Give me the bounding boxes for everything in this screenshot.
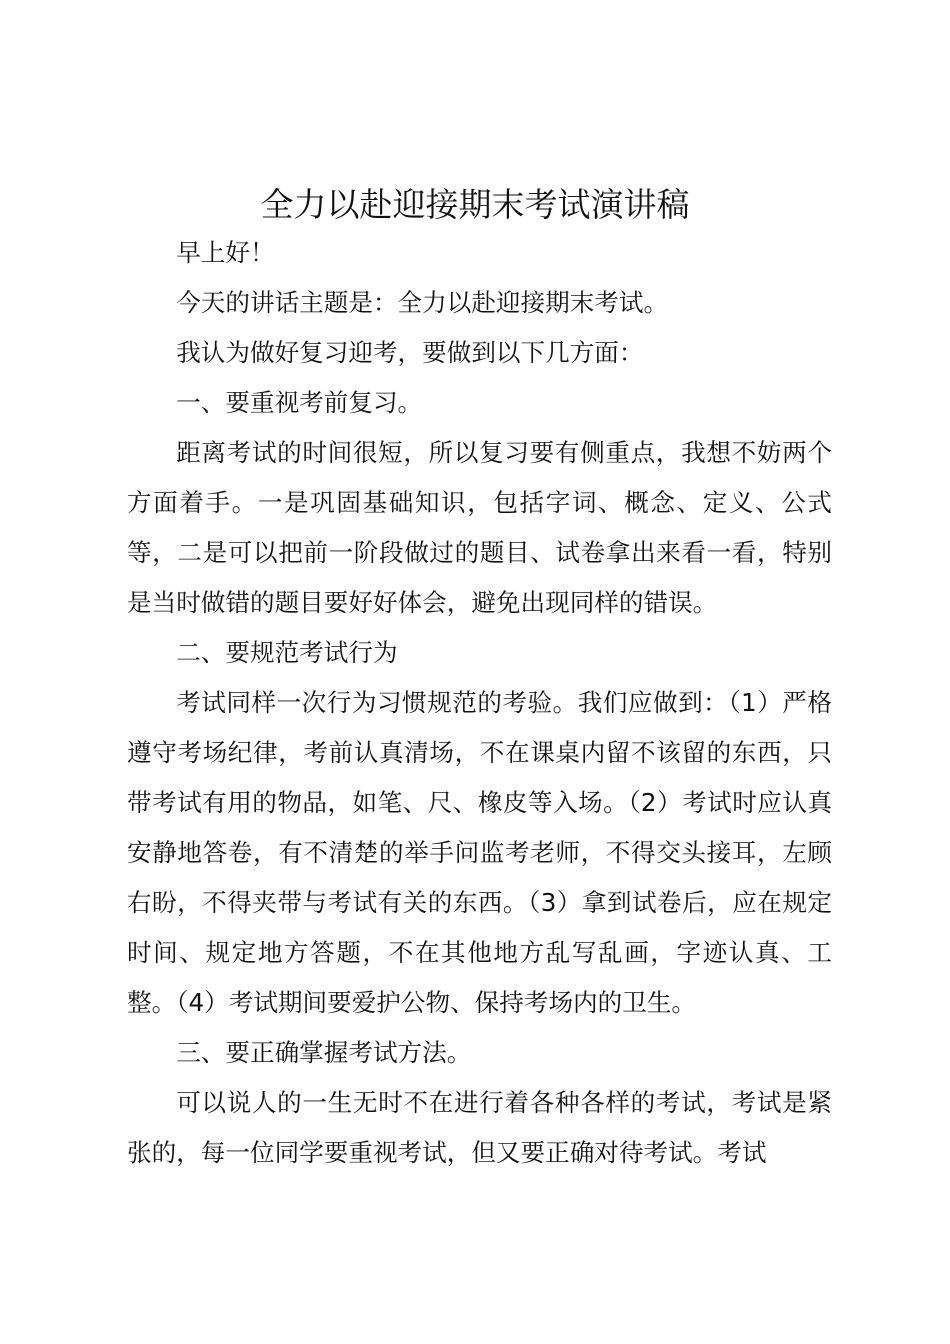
- paragraph-method: 可以说人的一生无时不在进行着各种各样的考试，考试是紧张的，每一位同学要重视考试，但又要正确对待考试。考试: [127, 1088, 832, 1167]
- paragraph-review: 距离考试的时间很短，所以复习要有侧重点，我想不妨两个方面着手。一是巩固基础知识，包括字词、概念、定义、公式等，二是可以把前一阶段做过的题目、试卷拿出来看一看，特别是当时做错的题目要好好体会，避免出现同样的错误。: [127, 438, 832, 617]
- document-title: 全力以赴迎接期末考试演讲稿: [260, 185, 690, 224]
- section-heading-3: 三、要正确掌握考试方法。: [176, 1038, 472, 1067]
- paragraph-greeting: 早上好！: [176, 238, 275, 267]
- paragraph-intro: 我认为做好复习迎考，要做到以下几方面：: [176, 338, 644, 367]
- section-heading-1: 一、要重视考前复习。: [176, 388, 423, 417]
- paragraph-behavior: 考试同样一次行为习惯规范的考验。我们应做到：（1）严格遵守考场纪律，考前认真清场，不在课桌内留不该留的东西，只带考试有用的物品，如笔、尺、橡皮等入场。（2）考试时应认真安静地答卷，有不清楚的举手问监考老师，不得交头接耳，左顾右盼，不得夹带与考试有关的东西。（3）拿到试卷后，应在规定时间、规定地方答题，不在其他地方乱写乱画，字迹认真、工整。（4）考试期间要爱护公物、保持考场内的卫生。: [127, 688, 832, 1017]
- paragraph-topic: 今天的讲话主题是：全力以赴迎接期末考试。: [176, 288, 669, 317]
- document-body: [127, 228, 832, 1178]
- section-heading-2: 二、要规范考试行为: [176, 638, 398, 667]
